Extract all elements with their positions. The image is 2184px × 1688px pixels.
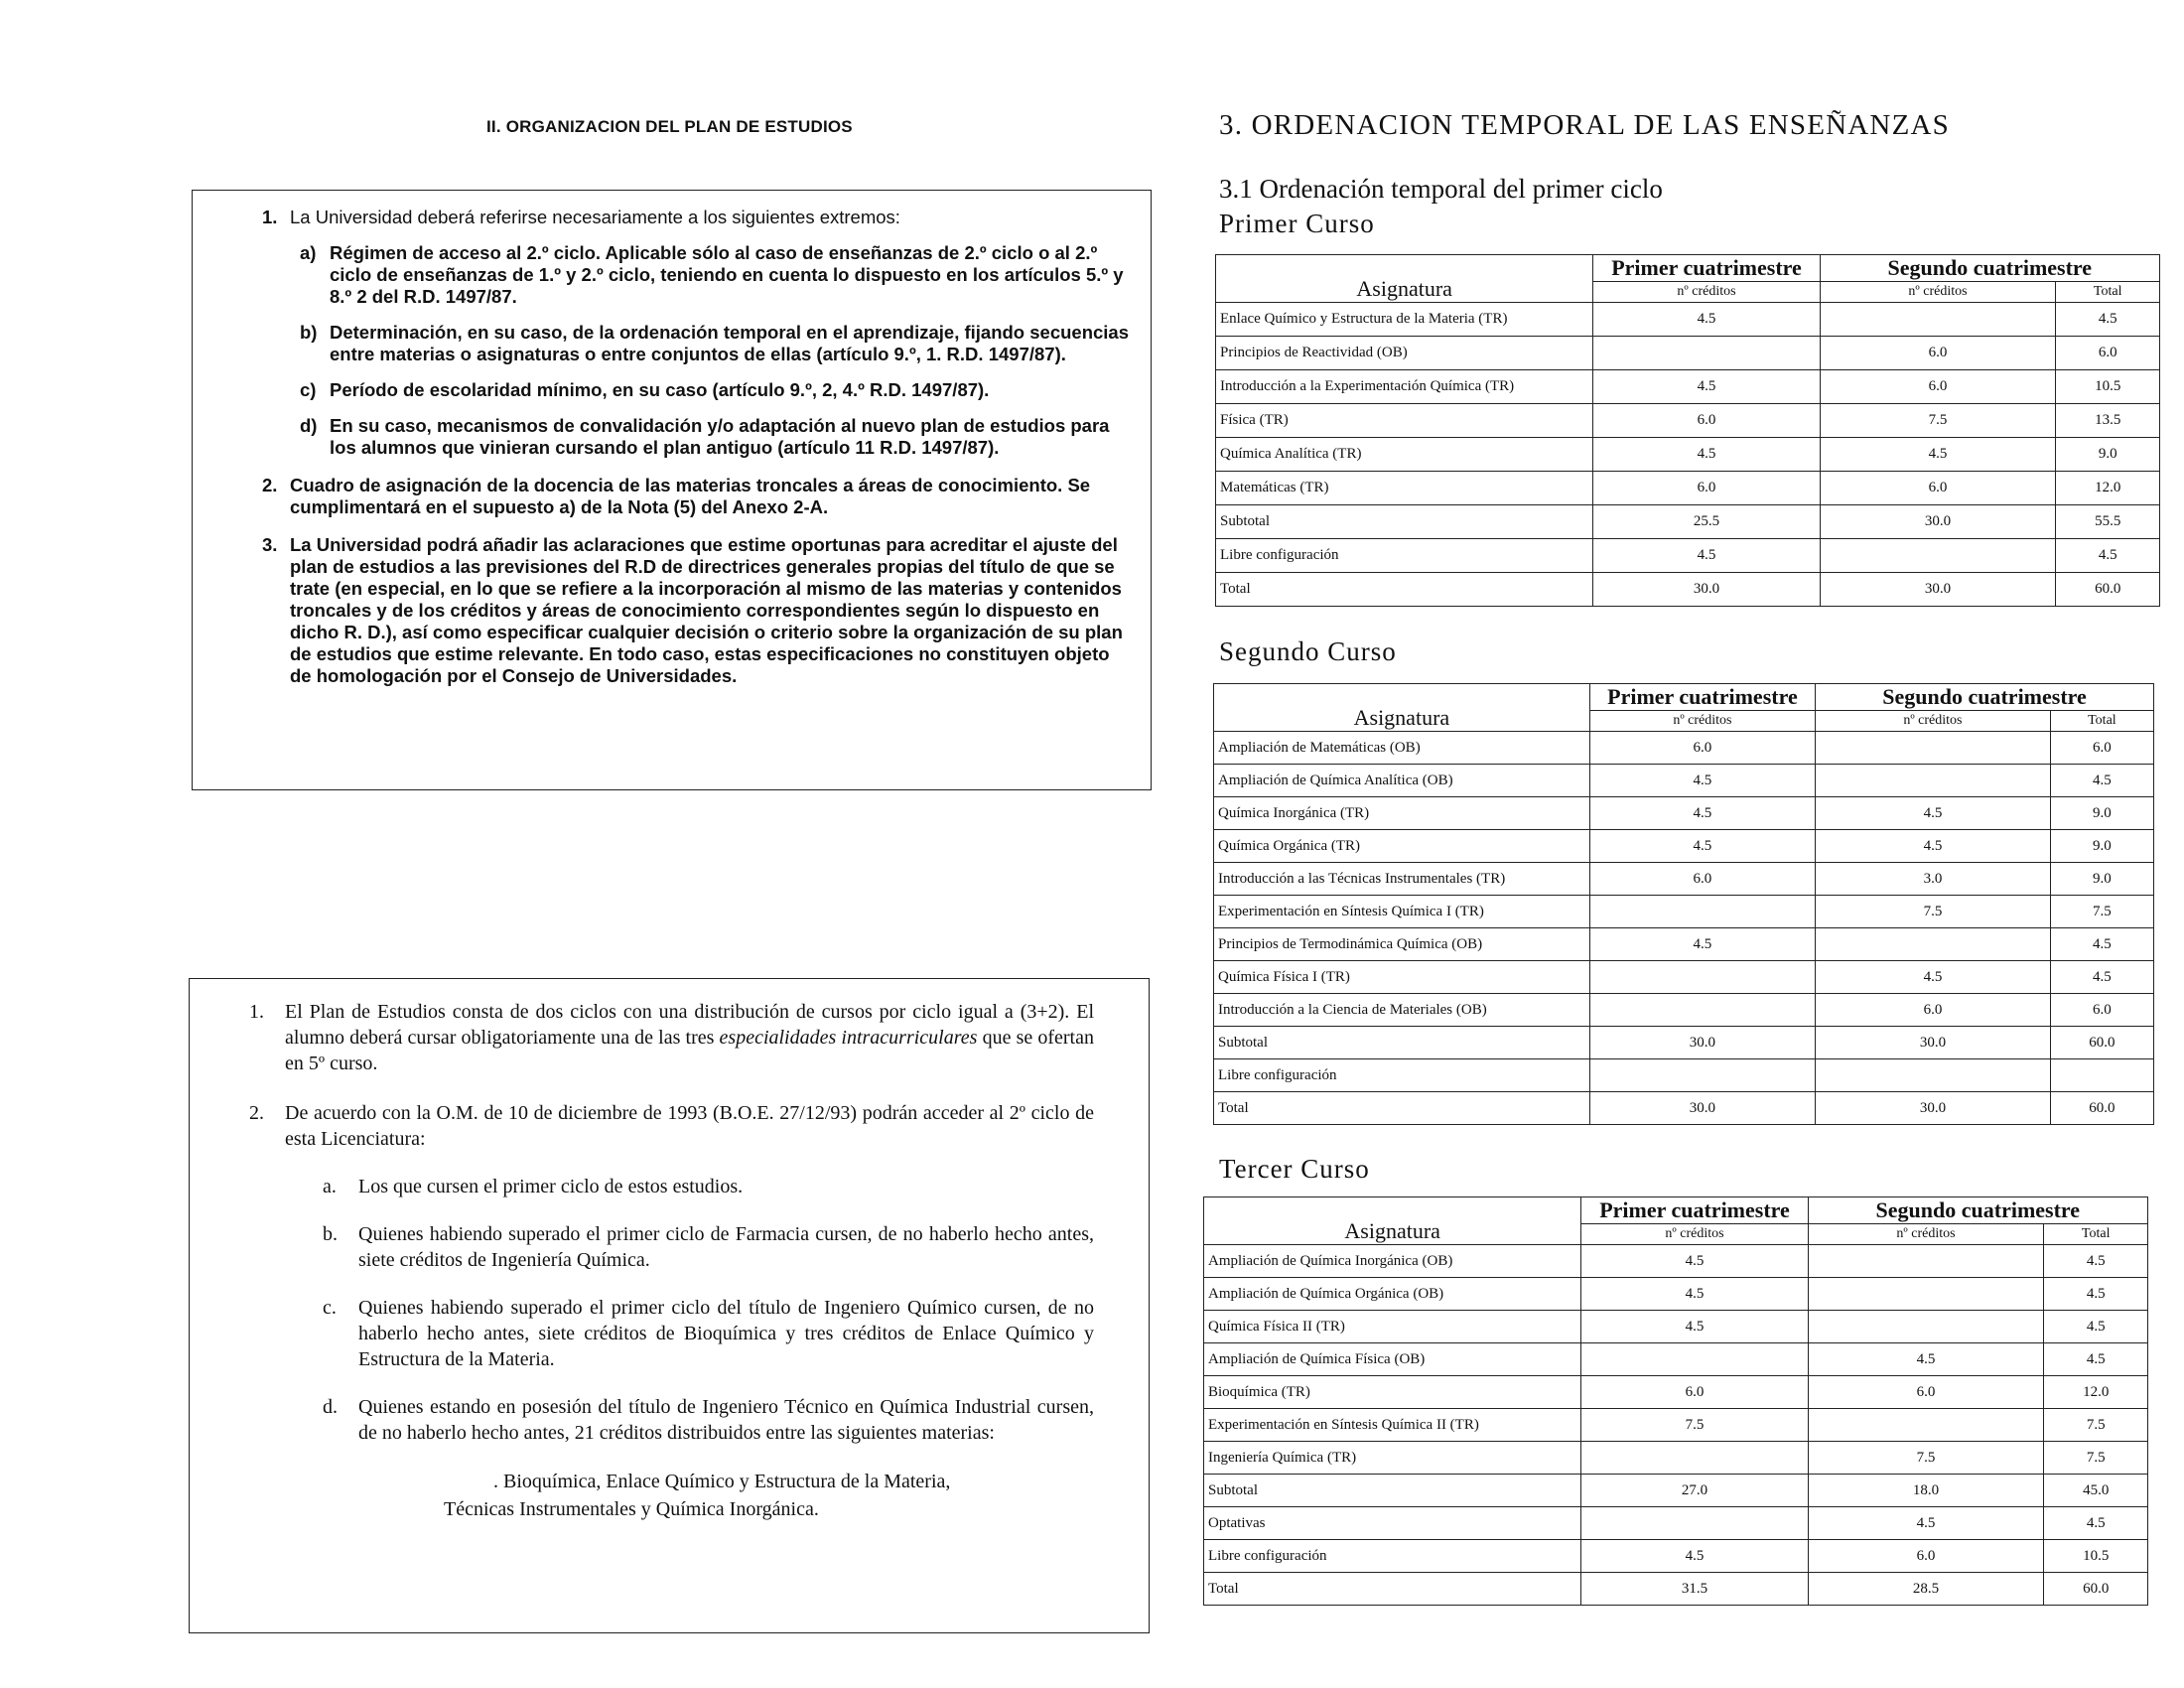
credits-cell: 7.5: [1820, 404, 2056, 438]
course-title-1: Primer Curso: [1219, 209, 1375, 238]
total-cell: 9.0: [2056, 438, 2160, 472]
item-text-post: que se ofertan en 5º curso.: [285, 1027, 1094, 1074]
table-row: [1214, 896, 2154, 928]
table-row: [1214, 961, 2154, 994]
table-row: [1214, 1092, 2154, 1125]
table-row: [1204, 1343, 2148, 1376]
subitem-text: Determinación, en su caso, de la ordenación temporal en el aprendizaje, fijando secuencias entre materias o asignaturas o entre conjuntos de ellas (artículo 9.º, 1. R.D. 1497/87).: [330, 322, 1130, 364]
subitem-text: En su caso, mecanismos de convalidación y/o adaptación al nuevo plan de estudios para los alumnos que vinieran cursando el plan antiguo (artículo 11 R.D. 1497/87).: [330, 415, 1110, 458]
creditos-header: nº créditos: [1816, 711, 2051, 732]
table-row: [1216, 337, 2160, 370]
credits-cell: 7.5: [1808, 1442, 2044, 1475]
table-row: [1216, 573, 2160, 607]
item-number: 2.: [262, 475, 278, 495]
credits-cell: [1589, 896, 1815, 928]
subject-name: Libre configuración: [1214, 1059, 1590, 1092]
primer-cuatrimestre-header: Primer cuatrimestre: [1589, 684, 1815, 711]
total-header: Total: [2050, 711, 2153, 732]
total-cell: 13.5: [2056, 404, 2160, 438]
subject-name: Ampliación de Química Inorgánica (OB): [1204, 1245, 1581, 1278]
instruction-item-1: [262, 207, 1131, 459]
credits-cell: [1808, 1409, 2044, 1442]
total-cell: 12.0: [2056, 472, 2160, 505]
table-row: [1216, 472, 2160, 505]
credits-cell: [1816, 765, 2051, 797]
credits-cell: 25.5: [1593, 505, 1820, 539]
subject-name: Química Física I (TR): [1214, 961, 1590, 994]
credits-cell: [1581, 1507, 1808, 1540]
credits-cell: 6.0: [1820, 337, 2056, 370]
subject-name: Total: [1216, 573, 1593, 607]
table-row: [1204, 1442, 2148, 1475]
table-row: [1214, 797, 2154, 830]
subitem-text: Quienes habiendo superado el primer ciclo de Farmacia cursen, de no haberlo hecho antes, siete créditos de Ingeniería Química.: [358, 1223, 1094, 1271]
asignatura-header: Asignatura: [1216, 255, 1593, 303]
total-cell: 4.5: [2050, 928, 2153, 961]
subject-name: Física (TR): [1216, 404, 1593, 438]
subject-name: Química Analítica (TR): [1216, 438, 1593, 472]
subject-name: Química Inorgánica (TR): [1214, 797, 1590, 830]
segundo-cuatrimestre-header: Segundo cuatrimestre: [1820, 255, 2159, 282]
course-title-2: Segundo Curso: [1219, 636, 1397, 666]
total-cell: 45.0: [2044, 1475, 2148, 1507]
item-text: Cuadro de asignación de la docencia de las materias troncales a áreas de conocimiento. Se cumplimentará en el supuesto a) de la Nota (5) del Anexo 2-A.: [290, 475, 1091, 517]
creditos-header: nº créditos: [1808, 1224, 2044, 1245]
credits-cell: 30.0: [1589, 1027, 1815, 1059]
subject-name: Matemáticas (TR): [1216, 472, 1593, 505]
credits-cell: [1589, 1059, 1815, 1092]
access-option-c: [323, 1295, 1094, 1372]
credits-cell: 6.0: [1820, 472, 2056, 505]
credits-cell: 27.0: [1581, 1475, 1808, 1507]
subitem-d: [300, 415, 1131, 459]
credits-cell: [1808, 1278, 2044, 1311]
total-cell: 6.0: [2056, 337, 2160, 370]
total-cell: 4.5: [2050, 765, 2153, 797]
subject-name: Libre configuración: [1216, 539, 1593, 573]
credits-cell: 4.5: [1581, 1245, 1808, 1278]
plan-note-2: [249, 1100, 1094, 1523]
subject-name: Total: [1204, 1573, 1581, 1606]
credits-cell: 7.5: [1816, 896, 2051, 928]
access-option-b: [323, 1221, 1094, 1273]
subitem-letter: b): [300, 322, 318, 343]
subject-name: Ampliación de Química Orgánica (OB): [1204, 1278, 1581, 1311]
materias-line-2: Técnicas Instrumentales y Química Inorgánica.: [444, 1498, 819, 1520]
item-text: De acuerdo con la O.M. de 10 de diciembre de 1993 (B.O.E. 27/12/93) podrán acceder al 2º ciclo de esta Licenciatura:: [285, 1102, 1094, 1150]
credits-cell: [1808, 1245, 2044, 1278]
total-header: Total: [2056, 282, 2160, 303]
subject-name: Química Orgánica (TR): [1214, 830, 1590, 863]
credits-cell: 4.5: [1816, 797, 2051, 830]
subitem-letter: a.: [323, 1176, 337, 1197]
subitem-b: [300, 322, 1131, 365]
credits-cell: 6.0: [1581, 1376, 1808, 1409]
total-cell: 4.5: [2056, 539, 2160, 573]
subject-name: Optativas: [1204, 1507, 1581, 1540]
total-cell: 60.0: [2050, 1027, 2153, 1059]
subject-name: Total: [1214, 1092, 1590, 1125]
subject-name: Química Física II (TR): [1204, 1311, 1581, 1343]
credits-cell: 4.5: [1593, 370, 1820, 404]
right-page-title: 3. ORDENACION TEMPORAL DE LAS ENSEÑANZAS: [1219, 109, 1950, 141]
item-number: 3.: [262, 534, 278, 555]
total-header: Total: [2044, 1224, 2148, 1245]
access-option-a: [323, 1174, 1094, 1199]
credits-cell: 4.5: [1589, 830, 1815, 863]
credits-cell: 4.5: [1808, 1343, 2044, 1376]
credits-cell: 31.5: [1581, 1573, 1808, 1606]
materias-list: [285, 1468, 1094, 1523]
total-cell: 7.5: [2050, 896, 2153, 928]
credits-cell: [1581, 1343, 1808, 1376]
credits-cell: 4.5: [1816, 961, 2051, 994]
total-cell: 4.5: [2050, 961, 2153, 994]
credits-cell: 6.0: [1820, 370, 2056, 404]
credits-cell: [1581, 1442, 1808, 1475]
subject-name: Enlace Químico y Estructura de la Materia (TR): [1216, 303, 1593, 337]
instructions-box: [192, 190, 1152, 790]
credits-cell: 3.0: [1816, 863, 2051, 896]
credits-cell: [1816, 732, 2051, 765]
item-text: [285, 999, 1094, 1076]
creditos-header: nº créditos: [1593, 282, 1820, 303]
subject-name: Introducción a la Ciencia de Materiales (OB): [1214, 994, 1590, 1027]
instruction-item-3: [262, 534, 1131, 687]
credits-cell: 4.5: [1593, 539, 1820, 573]
subject-name: Subtotal: [1204, 1475, 1581, 1507]
subject-name: Introducción a las Técnicas Instrumentales (TR): [1214, 863, 1590, 896]
table-row: [1216, 303, 2160, 337]
credits-cell: 6.0: [1808, 1376, 2044, 1409]
credits-cell: [1589, 961, 1815, 994]
credits-cell: 4.5: [1581, 1311, 1808, 1343]
credits-cell: 6.0: [1593, 472, 1820, 505]
creditos-header: nº créditos: [1589, 711, 1815, 732]
total-cell: 7.5: [2044, 1442, 2148, 1475]
asignatura-header: Asignatura: [1204, 1197, 1581, 1245]
table-row: [1214, 863, 2154, 896]
credits-cell: 6.0: [1593, 404, 1820, 438]
table-row: [1204, 1475, 2148, 1507]
total-cell: 9.0: [2050, 830, 2153, 863]
total-cell: 6.0: [2050, 994, 2153, 1027]
credits-cell: 30.0: [1593, 573, 1820, 607]
total-cell: 55.5: [2056, 505, 2160, 539]
credits-cell: 4.5: [1589, 797, 1815, 830]
plan-note-1: [249, 999, 1094, 1076]
credits-cell: [1820, 539, 2056, 573]
subitem-text: Período de escolaridad mínimo, en su caso (artículo 9.º, 2, 4.º R.D. 1497/87).: [330, 379, 990, 400]
subitem-letter: c): [300, 379, 317, 400]
credits-cell: 7.5: [1581, 1409, 1808, 1442]
credits-cell: 4.5: [1816, 830, 2051, 863]
table-row: [1214, 994, 2154, 1027]
creditos-header: nº créditos: [1581, 1224, 1808, 1245]
credits-cell: 4.5: [1589, 765, 1815, 797]
materias-line-1: . Bioquímica, Enlace Químico y Estructura de la Materia,: [493, 1471, 951, 1492]
total-cell: 4.5: [2044, 1507, 2148, 1540]
credits-cell: 4.5: [1593, 303, 1820, 337]
segundo-cuatrimestre-header: Segundo cuatrimestre: [1816, 684, 2154, 711]
total-cell: 60.0: [2050, 1092, 2153, 1125]
credits-cell: 6.0: [1589, 732, 1815, 765]
table-row: [1216, 370, 2160, 404]
subject-name: Libre configuración: [1204, 1540, 1581, 1573]
primer-cuatrimestre-header: Primer cuatrimestre: [1581, 1197, 1808, 1224]
access-option-d: [323, 1394, 1094, 1446]
table-row: [1214, 928, 2154, 961]
total-cell: 60.0: [2044, 1573, 2148, 1606]
total-cell: 7.5: [2044, 1409, 2148, 1442]
credits-cell: 4.5: [1820, 438, 2056, 472]
item-text-emphasis: especialidades intracurriculares: [719, 1027, 978, 1049]
table-row: [1216, 438, 2160, 472]
subitem-text: Quienes estando en posesión del título de Ingeniero Técnico en Química Industrial cursen, de no haberlo hecho antes, 21 créditos distribuidos entre las siguientes materias:: [358, 1396, 1094, 1444]
table-row: [1204, 1409, 2148, 1442]
total-cell: 12.0: [2044, 1376, 2148, 1409]
total-cell: 4.5: [2044, 1343, 2148, 1376]
table-row: [1204, 1376, 2148, 1409]
credits-cell: 18.0: [1808, 1475, 2044, 1507]
item-number: 2.: [249, 1102, 264, 1124]
credits-cell: 4.5: [1589, 928, 1815, 961]
credits-cell: 6.0: [1808, 1540, 2044, 1573]
credits-cell: 4.5: [1808, 1507, 2044, 1540]
total-cell: 9.0: [2050, 863, 2153, 896]
credits-cell: [1589, 994, 1815, 1027]
table-row: [1204, 1245, 2148, 1278]
subitem-a: [300, 242, 1131, 308]
subject-name: Bioquímica (TR): [1204, 1376, 1581, 1409]
subitem-letter: a): [300, 242, 317, 263]
table-row: [1204, 1573, 2148, 1606]
table-row: [1216, 539, 2160, 573]
subitem-letter: b.: [323, 1223, 338, 1245]
course-table-2: [1213, 683, 2154, 1125]
credits-cell: 30.0: [1816, 1027, 2051, 1059]
credits-cell: 4.5: [1581, 1540, 1808, 1573]
item-text: La Universidad deberá referirse necesariamente a los siguientes extremos:: [290, 207, 900, 227]
primer-cuatrimestre-header: Primer cuatrimestre: [1593, 255, 1820, 282]
subject-name: Experimentación en Síntesis Química II (TR): [1204, 1409, 1581, 1442]
table-row: [1214, 765, 2154, 797]
subitem-text: Régimen de acceso al 2.º ciclo. Aplicable sólo al caso de enseñanzas de 2.º ciclo o al 2.º ciclo de enseñanzas de 1.º y 2.º ciclo, teniendo en cuenta lo dispuesto en los artículos 5.º y 8.º 2 del R.D. 1497/87.: [330, 242, 1124, 307]
credits-cell: 6.0: [1589, 863, 1815, 896]
total-cell: 10.5: [2044, 1540, 2148, 1573]
total-cell: 4.5: [2044, 1245, 2148, 1278]
subitem-letter: d.: [323, 1396, 338, 1418]
credits-cell: [1816, 928, 2051, 961]
table-row: [1204, 1540, 2148, 1573]
total-cell: [2050, 1059, 2153, 1092]
total-cell: 4.5: [2056, 303, 2160, 337]
table-row: [1214, 1059, 2154, 1092]
subject-name: Experimentación en Síntesis Química I (TR): [1214, 896, 1590, 928]
table-row: [1204, 1311, 2148, 1343]
plan-notes-box: [189, 978, 1150, 1633]
subitem-c: [300, 379, 1131, 401]
subitem-text: Quienes habiendo superado el primer ciclo del título de Ingeniero Químico cursen, de no haberlo hecho antes, siete créditos de Bioquímica y tres créditos de Enlace Químico y Estructura de la Materia.: [358, 1297, 1094, 1370]
total-cell: 4.5: [2044, 1311, 2148, 1343]
total-cell: 4.5: [2044, 1278, 2148, 1311]
credits-cell: 4.5: [1581, 1278, 1808, 1311]
item-number: 1.: [249, 1001, 264, 1023]
credits-cell: [1816, 1059, 2051, 1092]
total-cell: 10.5: [2056, 370, 2160, 404]
credits-cell: 30.0: [1820, 573, 2056, 607]
instruction-item-2: [262, 475, 1131, 518]
subitem-text: Los que cursen el primer ciclo de estos estudios.: [358, 1176, 744, 1197]
credits-cell: 30.0: [1820, 505, 2056, 539]
asignatura-header: Asignatura: [1214, 684, 1590, 732]
table-row: [1214, 830, 2154, 863]
credits-cell: [1808, 1311, 2044, 1343]
subject-name: Subtotal: [1214, 1027, 1590, 1059]
table-row: [1216, 404, 2160, 438]
subitem-letter: c.: [323, 1297, 337, 1319]
credits-cell: 4.5: [1593, 438, 1820, 472]
credits-cell: 30.0: [1816, 1092, 2051, 1125]
subject-name: Principios de Reactividad (OB): [1216, 337, 1593, 370]
creditos-header: nº créditos: [1820, 282, 2056, 303]
item-number: 1.: [262, 207, 278, 227]
table-row: [1204, 1507, 2148, 1540]
subject-name: Ampliación de Química Física (OB): [1204, 1343, 1581, 1376]
subject-name: Introducción a la Experimentación Química (TR): [1216, 370, 1593, 404]
item-text: La Universidad podrá añadir las aclaraciones que estime oportunas para acreditar el ajuste del plan de estudios a las previsiones del R.D de directrices generales propias del título de que se trate (en especial, en lo que se refiere a la incorporación al mismo de las materias y contenidos troncales y de los créditos y áreas de conocimiento correspondientes según lo dispuesto en dicho R. D.), así como especificar cualquier decisión o criterio sobre la organización de su plan de estudios que estime relevante. En todo caso, estas especificaciones no constituyen objeto de homologación por el Consejo de Universidades.: [290, 534, 1123, 686]
course-table-3: [1203, 1196, 2148, 1606]
left-page-title: II. ORGANIZACION DEL PLAN DE ESTUDIOS: [486, 117, 853, 136]
segundo-cuatrimestre-header: Segundo cuatrimestre: [1808, 1197, 2147, 1224]
subject-name: Principios de Termodinámica Química (OB): [1214, 928, 1590, 961]
item-text-pre: El Plan de Estudios consta de dos ciclos con una distribución de cursos por ciclo igual a (3+2). El alumno deberá cursar obligatoriamente una de las tres: [285, 1001, 1094, 1049]
total-cell: 60.0: [2056, 573, 2160, 607]
subject-name: Ampliación de Química Analítica (OB): [1214, 765, 1590, 797]
table-row: [1214, 1027, 2154, 1059]
credits-cell: [1593, 337, 1820, 370]
subject-name: Ingeniería Química (TR): [1204, 1442, 1581, 1475]
table-row: [1204, 1278, 2148, 1311]
subject-name: Ampliación de Matemáticas (OB): [1214, 732, 1590, 765]
credits-cell: 6.0: [1816, 994, 2051, 1027]
section-subtitle: 3.1 Ordenación temporal del primer ciclo: [1219, 174, 1663, 204]
course-table-1: [1215, 254, 2160, 607]
credits-cell: [1820, 303, 2056, 337]
table-row: [1216, 505, 2160, 539]
subject-name: Subtotal: [1216, 505, 1593, 539]
credits-cell: 30.0: [1589, 1092, 1815, 1125]
total-cell: 6.0: [2050, 732, 2153, 765]
credits-cell: 28.5: [1808, 1573, 2044, 1606]
table-row: [1214, 732, 2154, 765]
subitem-letter: d): [300, 415, 318, 436]
total-cell: 9.0: [2050, 797, 2153, 830]
course-title-3: Tercer Curso: [1219, 1154, 1370, 1184]
